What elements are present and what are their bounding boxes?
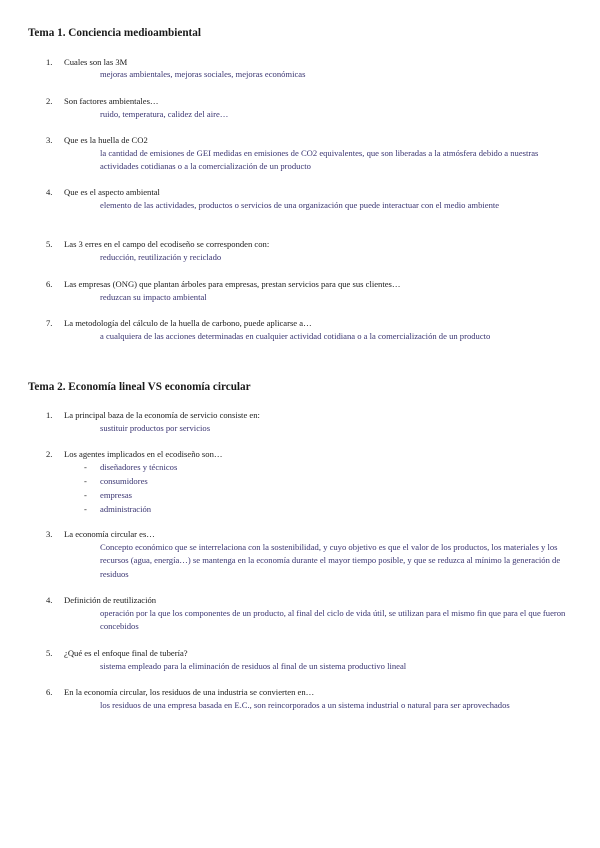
question-text: En la economía circular, los residuos de una industria se convierten en…: [64, 687, 315, 697]
question-number: 7.: [46, 318, 53, 328]
answer-1-6: reduzcan su impacto ambiental: [100, 292, 207, 302]
question-number: 1.: [46, 410, 53, 420]
list-item-text: administración: [100, 504, 152, 514]
question-number: 4.: [46, 187, 53, 197]
list-item: [0, 475, 400, 488]
question-number: 5.: [46, 648, 53, 658]
question-number: 5.: [46, 239, 53, 249]
question-number: 2.: [46, 449, 53, 459]
question-text: Las 3 erres en el campo del ecodiseño se corresponden con:: [64, 239, 270, 249]
question-number: 4.: [46, 595, 53, 605]
answer-2-6: los residuos de una empresa basada en E.C., son reincorporados a un sistema industrial o natural para ser aprovechados: [100, 700, 510, 710]
answer-2-3: Concepto económico que se interrelaciona con la sostenibilidad, y cuyo objetivo es que el valor de los productos, los materiales y los recursos (agua, energía…) se mantenga en la economía durante el mayor tiempo posible, y que se reduzca al mínimo la generación de residuos: [100, 542, 561, 579]
dash-bullet: -: [84, 490, 87, 500]
question-number: 1.: [46, 57, 53, 67]
answer-1-1: mejoras ambientales, mejoras sociales, mejoras económicas: [100, 69, 306, 79]
answer-1-7: a cualquiera de las acciones determinadas en cualquier actividad cotidiana o a la comercialización de un producto: [100, 331, 491, 341]
answer-1-4: elemento de las actividades, productos o servicios de una organización que puede interactuar con el medio ambiente: [100, 200, 500, 210]
section-title-tema-2: Tema 2. Economía lineal VS economía circular: [28, 381, 251, 393]
list-item: [0, 503, 400, 516]
list-item-text: diseñadores y técnicos: [100, 462, 178, 472]
question-text: ¿Qué es el enfoque final de tubería?: [64, 648, 188, 658]
answer-2-4: operación por la que los componentes de un producto, al final del ciclo de vida útil, se utilizan para el mismo fin que para el que fueron concebidos: [100, 608, 566, 632]
question-text: Son factores ambientales…: [64, 96, 159, 106]
dash-bullet: -: [84, 504, 87, 514]
list-item-text: empresas: [100, 490, 132, 500]
question-text: La principal baza de la economía de servicio consiste en:: [64, 410, 260, 420]
question-text: Cuales son las 3M: [64, 57, 128, 67]
question-text: Que es el aspecto ambiental: [64, 187, 160, 197]
section-title-tema-1: Tema 1. Conciencia medioambiental: [28, 27, 201, 39]
answer-2-5: sistema empleado para la eliminación de residuos al final de un sistema productivo lineal: [100, 661, 407, 671]
question-number: 2.: [46, 96, 53, 106]
question-text: Que es la huella de CO2: [64, 135, 148, 145]
answer-1-3: la cantidad de emisiones de GEI medidas en emisiones de CO2 equivalentes, que son liberadas a la atmósfera debido a nuestras actividades cotidianas o a la comercialización de un producto: [100, 148, 539, 172]
question-number: 3.: [46, 135, 53, 145]
question-number: 6.: [46, 687, 53, 697]
list-item: [0, 461, 400, 474]
list-item-text: consumidores: [100, 476, 148, 486]
question-text: La metodología del cálculo de la huella de carbono, puede aplicarse a…: [64, 318, 312, 328]
dash-bullet: -: [84, 476, 87, 486]
answer-1-2: ruido, temperatura, calidez del aire…: [100, 109, 229, 119]
dash-bullet: -: [84, 462, 87, 472]
answer-1-5: reducción, reutilización y reciclado: [100, 252, 222, 262]
question-text: La economía circular es…: [64, 529, 155, 539]
question-text: Definición de reutilización: [64, 595, 157, 605]
list-item: [0, 489, 400, 502]
answer-2-1: sustituir productos por servicios: [100, 423, 211, 433]
question-number: 6.: [46, 279, 53, 289]
question-text: Los agentes implicados en el ecodiseño son…: [64, 449, 223, 459]
question-number: 3.: [46, 529, 53, 539]
question-text: Las empresas (ONG) que plantan árboles para empresas, prestan servicios para que sus clientes…: [64, 279, 401, 289]
